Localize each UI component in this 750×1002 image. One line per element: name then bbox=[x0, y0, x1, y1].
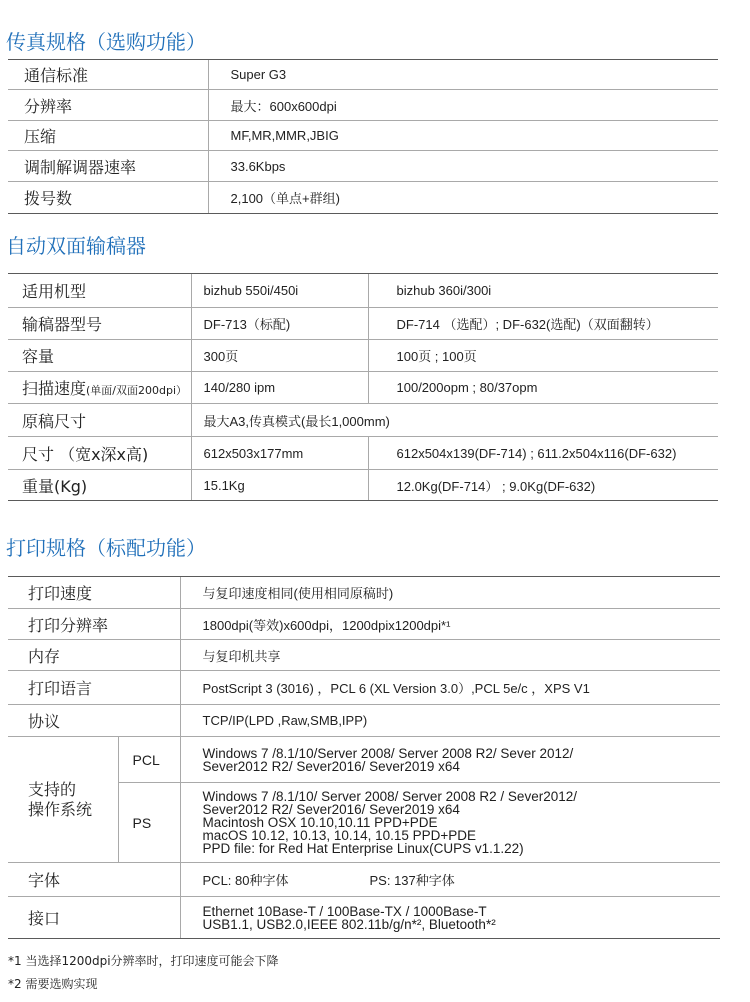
row-value: TCP/IP(LPD ,Raw,SMB,IPP) bbox=[180, 705, 720, 737]
table-row bbox=[8, 577, 720, 609]
row-value-360i: 100/200opm ; 80/37opm bbox=[368, 372, 718, 404]
fonts-value bbox=[180, 863, 720, 897]
table-row bbox=[8, 340, 718, 372]
row-label: 拨号数 bbox=[8, 182, 208, 214]
row-value-550i: 15.1Kg bbox=[191, 470, 368, 501]
row-value-550i: bizhub 550i/450i bbox=[191, 274, 368, 308]
row-label: 适用机型 bbox=[8, 274, 191, 308]
row-label: 调制解调器速率 bbox=[8, 151, 208, 182]
interface-line: USB1.1, USB2.0,IEEE 802.11b/g/n*², Bluetooth*² bbox=[202, 916, 496, 932]
os-ps-line: PPD file: for Red Hat Enterprise Linux(CUPS v1.1.22) bbox=[202, 841, 524, 856]
row-label bbox=[8, 372, 191, 404]
table-row bbox=[8, 737, 720, 783]
table-row bbox=[8, 90, 718, 121]
row-value-550i: 300页 bbox=[191, 340, 368, 372]
table-row bbox=[8, 372, 718, 404]
row-value-360i: 612x504x139(DF-714) ; 611.2x504x116(DF-632) bbox=[368, 437, 718, 470]
row-value: 与复印速度相同(使用相同原稿时) bbox=[180, 577, 720, 609]
table-row bbox=[8, 609, 720, 640]
row-value-360i: 12.0Kg(DF-714） ; 9.0Kg(DF-632) bbox=[368, 470, 718, 501]
row-value: 33.6Kbps bbox=[208, 151, 718, 182]
row-label: 打印语言 bbox=[8, 671, 180, 705]
row-value: Super G3 bbox=[208, 60, 718, 90]
row-label: 输稿器型号 bbox=[8, 308, 191, 340]
table-row bbox=[8, 863, 720, 897]
os-ps-line: Sever2012 R2/ Sever2016/ Sever2019 x64 bbox=[202, 802, 460, 817]
os-ps-line: macOS 10.12, 10.13, 10.14, 10.15 PPD+PDE bbox=[202, 828, 477, 843]
row-value-360i: 100页 ; 100页 bbox=[368, 340, 718, 372]
adf-section-title: 自动双面输稿器 bbox=[6, 234, 146, 258]
table-row bbox=[8, 404, 718, 437]
row-label: 打印分辨率 bbox=[8, 609, 180, 640]
row-value: 2,100（单点+群组) bbox=[208, 182, 718, 214]
os-label-line2: 操作系统 bbox=[28, 799, 93, 819]
table-row bbox=[8, 705, 720, 737]
os-pcl-line: Sever2012 R2/ Sever2016/ Sever2019 x64 bbox=[202, 758, 460, 774]
table-row bbox=[8, 60, 718, 90]
row-label: 压缩 bbox=[8, 121, 208, 151]
fax-section-title: 传真规格（选购功能） bbox=[6, 30, 206, 54]
table-row bbox=[8, 274, 718, 308]
row-value: 最大：600x600dpi bbox=[208, 90, 718, 121]
row-label: 内存 bbox=[8, 640, 180, 671]
print-section-title: 打印规格（标配功能） bbox=[6, 536, 206, 560]
interface-line: Ethernet 10Base-T / 100Base-TX / 1000Base-T bbox=[202, 903, 487, 919]
table-row bbox=[8, 437, 718, 470]
os-ps-value bbox=[180, 783, 720, 863]
os-pcl-value bbox=[180, 737, 720, 783]
row-label: 尺寸 （宽x深x高) bbox=[8, 437, 191, 470]
row-value: 1800dpi(等效)x600dpi，1200dpix1200dpi*¹ bbox=[180, 609, 720, 640]
row-value-span: 最大A3,传真模式(最长1,000mm) bbox=[191, 404, 718, 437]
os-label-line1: 支持的 bbox=[28, 779, 77, 799]
row-label: 接口 bbox=[8, 897, 180, 939]
table-row bbox=[8, 308, 718, 340]
print-spec-table bbox=[8, 576, 720, 939]
adf-spec-table bbox=[8, 273, 718, 501]
table-row bbox=[8, 151, 718, 182]
row-value: MF,MR,MMR,JBIG bbox=[208, 121, 718, 151]
fax-spec-table bbox=[8, 59, 718, 214]
row-label-note: (单面/双面200dpi） bbox=[86, 384, 188, 397]
row-value-550i: 612x503x177mm bbox=[191, 437, 368, 470]
row-value-550i: 140/280 ipm bbox=[191, 372, 368, 404]
os-ps-label: PS bbox=[118, 783, 180, 863]
table-row bbox=[8, 470, 718, 501]
os-ps-line: Macintosh OSX 10.10,10.11 PPD+PDE bbox=[202, 815, 438, 830]
row-value-360i: DF-714 （选配）; DF-632(选配)（双面翻转） bbox=[368, 308, 718, 340]
footnote-2: *2 需要选购实现 bbox=[8, 977, 98, 991]
row-label: 重量(Kg) bbox=[8, 470, 191, 501]
row-label: 分辨率 bbox=[8, 90, 208, 121]
os-label bbox=[8, 737, 118, 863]
row-value: 与复印机共享 bbox=[180, 640, 720, 671]
row-label: 字体 bbox=[8, 863, 180, 897]
row-label: 容量 bbox=[8, 340, 191, 372]
row-label: 原稿尺寸 bbox=[8, 404, 191, 437]
footnote-1: *1 当选择1200dpi分辨率时，打印速度可能会下降 bbox=[8, 954, 279, 968]
os-ps-line: Windows 7 /8.1/10/ Server 2008/ Server 2008 R2 / Sever2012/ bbox=[202, 789, 577, 804]
row-label: 打印速度 bbox=[8, 577, 180, 609]
table-row bbox=[8, 671, 720, 705]
os-pcl-line: Windows 7 /8.1/10/Server 2008/ Server 2008 R2/ Sever 2012/ bbox=[202, 745, 574, 761]
row-value: PostScript 3 (3016) ，PCL 6 (XL Version 3.0）,PCL 5e/c ，XPS V1 bbox=[180, 671, 720, 705]
table-row bbox=[8, 897, 720, 939]
row-label: 通信标准 bbox=[8, 60, 208, 90]
row-value-550i: DF-713（标配) bbox=[191, 308, 368, 340]
interface-value bbox=[180, 897, 720, 939]
table-row bbox=[8, 121, 718, 151]
row-value-360i: bizhub 360i/300i bbox=[368, 274, 718, 308]
fonts-pcl: PCL: 80种字体 bbox=[202, 873, 289, 888]
table-row bbox=[8, 640, 720, 671]
row-label: 协议 bbox=[8, 705, 180, 737]
row-label-main: 扫描速度 bbox=[22, 379, 87, 398]
fonts-ps: PS: 137种字体 bbox=[369, 873, 455, 888]
os-pcl-label: PCL bbox=[118, 737, 180, 783]
table-row bbox=[8, 182, 718, 214]
